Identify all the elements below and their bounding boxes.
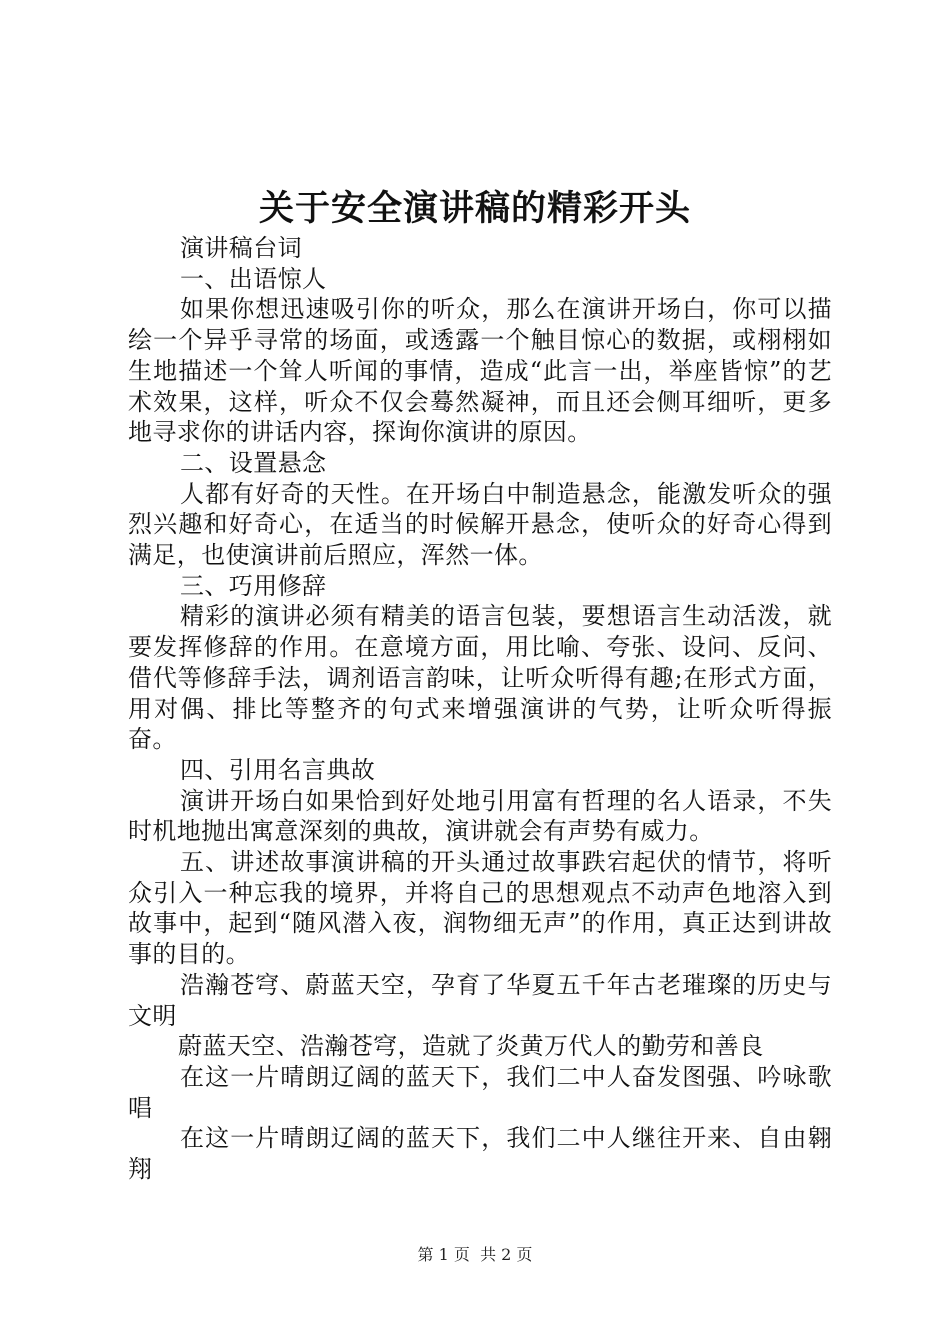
paragraph-2: 人都有好奇的天性。在开场白中制造悬念，能激发听众的强烈兴趣和好奇心，在适当的时候解开悬念，使听众的好奇心得到满足，也使演讲前后照应，浑然一体。 bbox=[128, 479, 832, 570]
paragraph-subtitle: 演讲稿台词 bbox=[180, 234, 302, 262]
section-heading-2: 二、设置悬念 bbox=[180, 448, 327, 477]
page-footer bbox=[0, 1244, 950, 1266]
section-heading-3: 三、巧用修辞 bbox=[180, 571, 327, 600]
paragraph-7: 蔚蓝天空、浩瀚苍穹，造就了炎黄万代人的勤劳和善良 bbox=[178, 1032, 764, 1061]
document-title: 关于安全演讲稿的精彩开头 bbox=[258, 188, 691, 229]
section-heading-1: 一、出语惊人 bbox=[180, 264, 327, 293]
paragraph-3: 精彩的演讲必须有精美的语言包装，要想语言生动活泼，就要发挥修辞的作用。在意境方面，用比喻、夸张、设问、反问、借代等修辞手法，调剂语言韵味，让听众听得有趣;在形式方面，用对偶、排比等整齐的句式来增强演讲的气势，让听众听得振奋。 bbox=[128, 602, 832, 754]
paragraph-4: 演讲开场白如果恰到好处地引用富有哲理的名人语录，不失时机地抛出寓意深刻的典故，演讲就会有声势有威力。 bbox=[128, 786, 832, 846]
page-number-label: 第 1 页 共 2 页 bbox=[417, 1245, 533, 1264]
paragraph-9: 在这一片晴朗辽阔的蓝天下，我们二中人继往开来、自由翱翔 bbox=[128, 1124, 832, 1184]
document-body bbox=[128, 233, 832, 1185]
paragraph-1: 如果你想迅速吸引你的听众，那么在演讲开场白，你可以描绘一个异乎寻常的场面，或透露一个触目惊心的数据，或栩栩如生地描述一个耸人听闻的事情，造成“此言一出，举座皆惊”的艺术效果，这样，听众不仅会蓦然凝神，而且还会侧耳细听，更多地寻求你的讲话内容，探询你演讲的原因。 bbox=[128, 295, 832, 447]
section-heading-4: 四、引用名言典故 bbox=[180, 755, 376, 784]
paragraph-6: 浩瀚苍穹、蔚蓝天空，孕育了华夏五千年古老璀璨的历史与文明 bbox=[128, 970, 832, 1030]
paragraph-8: 在这一片晴朗辽阔的蓝天下，我们二中人奋发图强、吟咏歌唱 bbox=[128, 1062, 832, 1122]
paragraph-5: 五、讲述故事演讲稿的开头通过故事跌宕起伏的情节，将听众引入一种忘我的境界，并将自己的思想观点不动声色地溶入到故事中，起到“随风潜入夜，润物细无声”的作用，真正达到讲故事的目的。 bbox=[128, 848, 832, 969]
